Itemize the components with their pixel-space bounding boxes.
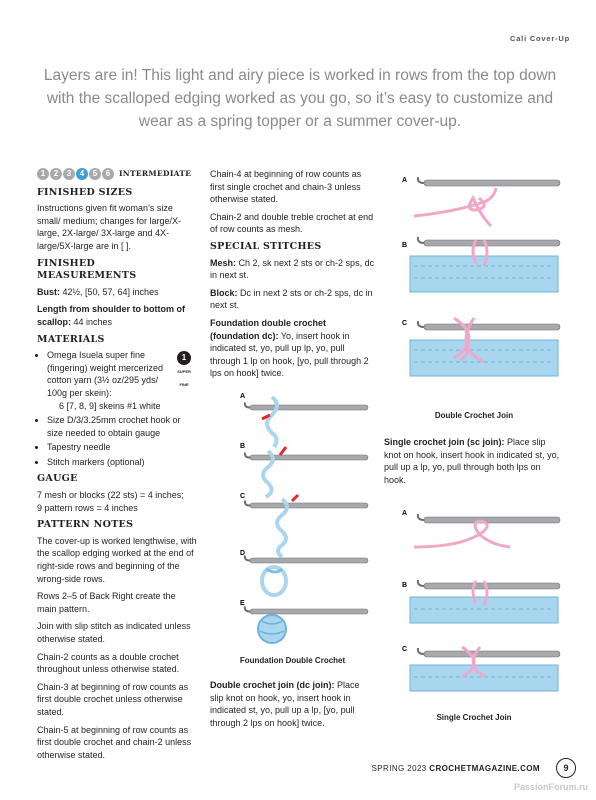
block-label: Block:: [210, 287, 238, 298]
column-3: [384, 168, 564, 725]
intro-paragraph: Layers are in! This light and airy piece is worked in rows from the top down with the scalloped edging worked as you go, so it’s easy to customize and wear as a spring topper or a summer cover-up.: [43, 67, 557, 130]
dc-join-illustration: [384, 168, 564, 408]
dcj-step-c: [410, 318, 560, 376]
scj-step-b: [410, 580, 560, 623]
dcj-step-a-label: A: [402, 177, 408, 184]
length-value: 44 inches: [71, 316, 113, 327]
fdc-step-c: [245, 495, 368, 557]
bust-value: 42½, [50, 57, 64] inches: [60, 286, 159, 297]
column-1: [37, 168, 197, 766]
sc-join-text: Place slip knot on hook, insert hook in indicated st, yo, pull up a lp, yo, pull through both lps on hook.: [384, 437, 560, 485]
footer-site: CROCHETMAGAZINE.COM: [429, 764, 540, 773]
sc-join-label: Single crochet join (sc join):: [384, 437, 505, 448]
watermark: PassionForum.ru: [513, 782, 588, 792]
block-text: Dc in next 2 sts or ch-2 sps, dc in next st.: [210, 287, 373, 311]
yarn-weight-icon: [175, 351, 193, 391]
dc-join-text: Place slip knot on hook, yo, insert hook in indicated st, yo, pull up a lp, [yo, pull through 2 lps on hook] twice.: [210, 680, 360, 728]
skill-dot-3: 3: [63, 168, 75, 180]
fdc-step-a-label: A: [240, 392, 246, 400]
skill-dot-5: 5: [89, 168, 101, 180]
fdc-caption: Foundation Double Crochet: [239, 655, 346, 665]
finished-measurements-heading: FINISHED MEASUREMENTS: [37, 257, 137, 282]
fdc-step-d: [245, 555, 368, 595]
fdc-step-c-label: C: [240, 492, 246, 500]
dc-join-caption: Double Crochet Join: [434, 410, 514, 420]
fdc-step-b: [245, 447, 368, 497]
dcj-step-b-label: B: [402, 242, 408, 249]
sc-join-figure: [384, 501, 564, 725]
materials-heading: MATERIALS: [37, 333, 105, 345]
block-definition: [210, 287, 375, 312]
special-stitches-heading: SPECIAL STITCHES: [210, 240, 322, 252]
fdc-figure: [210, 385, 375, 667]
materials-list: [37, 349, 197, 468]
pattern-notes-heading: PATTERN NOTES: [37, 519, 134, 531]
bust-line: [37, 286, 197, 299]
dcj-step-b: [410, 237, 560, 292]
footer-season: SPRING 2023: [371, 764, 430, 773]
mesh-text: Ch 2, sk next 2 sts or ch-2 sps, dc in next st.: [210, 257, 375, 281]
materials-list-wrap: [37, 349, 197, 468]
materials-item-markers: • Stitch markers (optional): [47, 456, 197, 469]
fdc-step-b-label: B: [240, 442, 246, 450]
gauge-heading: GAUGE: [37, 473, 78, 485]
dcj-step-c-label: C: [402, 320, 408, 327]
fdc-label: Foundation double crochet (foundation dc):: [210, 317, 326, 341]
scj-step-a-label: A: [402, 509, 408, 517]
note-chain-2-dtr: Chain-2 and double treble crochet at end of row counts as mesh.: [210, 211, 374, 235]
sc-join-definition: [384, 436, 564, 486]
materials-item-needle: • Tapestry needle: [47, 441, 197, 454]
skill-dot-1: 1: [37, 168, 49, 180]
fdc-step-e: [245, 606, 368, 643]
skeins-line: 6 [7, 8, 9] skeins #1 white: [59, 400, 161, 411]
fdc-step-a: [245, 397, 368, 447]
scj-step-a: [414, 514, 560, 547]
running-head: Cali Cover-Up: [510, 34, 570, 43]
skill-dot-6: 6: [102, 168, 114, 180]
note-chain-4: Chain-4 at beginning of row counts as first single crochet and chain-3 unless otherwise stated.: [210, 169, 362, 205]
bust-label: Bust:: [37, 286, 60, 297]
sc-join-illustration: [384, 501, 564, 721]
yarn-weight-number: 1: [177, 351, 191, 365]
gauge-line-2: 9 pattern rows = 4 inches: [37, 502, 138, 513]
length-line: [37, 303, 197, 328]
pattern-note-1: The cover-up is worked lengthwise, with the scallop edging worked at the end of right-side rows and beginning of the wrong-side rows.: [37, 535, 197, 584]
scj-step-c-label: C: [402, 645, 408, 653]
sc-join-caption: Single Crochet Join: [436, 713, 512, 723]
materials-item-hook: • Size D/3/3.25mm crochet hook or size needed to obtain gauge: [47, 414, 197, 439]
yarn-weight-label: SUPER FINE: [177, 369, 191, 387]
skill-dot-4-active: 4: [76, 168, 88, 180]
mesh-definition: [210, 257, 375, 282]
dcj-step-a: [414, 177, 560, 226]
skill-dot-2: 2: [50, 168, 62, 180]
pattern-note-5: Chain-3 at beginning of row counts as first double crochet unless otherwise stated.: [37, 681, 189, 717]
pattern-note-2: Rows 2–5 of Back Right create the main pattern.: [37, 591, 176, 614]
gauge-line-1: 7 mesh or blocks (22 sts) = 4 inches;: [37, 490, 184, 501]
mesh-label: Mesh:: [210, 257, 237, 268]
pattern-note-4: Chain-2 counts as a double crochet throughout unless otherwise stated.: [37, 651, 180, 675]
dc-join-label: Double crochet join (dc join):: [210, 680, 335, 691]
fdc-illustration: [210, 385, 375, 655]
dc-join-definition: [210, 679, 375, 729]
finished-sizes-heading: FINISHED SIZES: [37, 186, 133, 198]
fdc-step-e-label: E: [240, 599, 245, 607]
fdc-step-d-label: D: [240, 549, 246, 557]
length-label: Length from shoulder to bottom of scallop:: [37, 304, 185, 327]
skill-label: INTERMEDIATE: [119, 169, 192, 178]
page-footer: [372, 764, 540, 773]
fdc-text: Yo, insert hook in indicated st, yo, pull up lp, yo, pull through 1 lp on hook, [yo, pull through 2 lps on hook] twice.: [210, 330, 369, 379]
skill-level: [37, 168, 197, 181]
materials-item-yarn-text: Omega Isuela super fine (fingering) weight mercerized cotton yarn (3½ oz/295 yds/ 100g per skein):: [47, 350, 164, 398]
fdc-definition: [210, 317, 375, 380]
scj-step-b-label: B: [402, 581, 408, 589]
column-2: [210, 168, 375, 734]
pattern-note-3: Join with slip stitch as indicated unless otherwise stated.: [37, 621, 191, 644]
scj-step-c: [410, 647, 560, 691]
page-number: 9: [556, 758, 576, 778]
gauge-text: [37, 489, 197, 514]
dc-join-figure: [384, 168, 564, 422]
finished-sizes-text: Instructions given fit woman’s size small/ medium; changes for large/X-large, 2X-large/ 3X-large and 4X-large/5X-large are in [ ].: [37, 203, 182, 251]
pattern-note-6: Chain-5 at beginning of row counts as first double crochet and chain-2 unless otherwise stated.: [37, 724, 192, 760]
